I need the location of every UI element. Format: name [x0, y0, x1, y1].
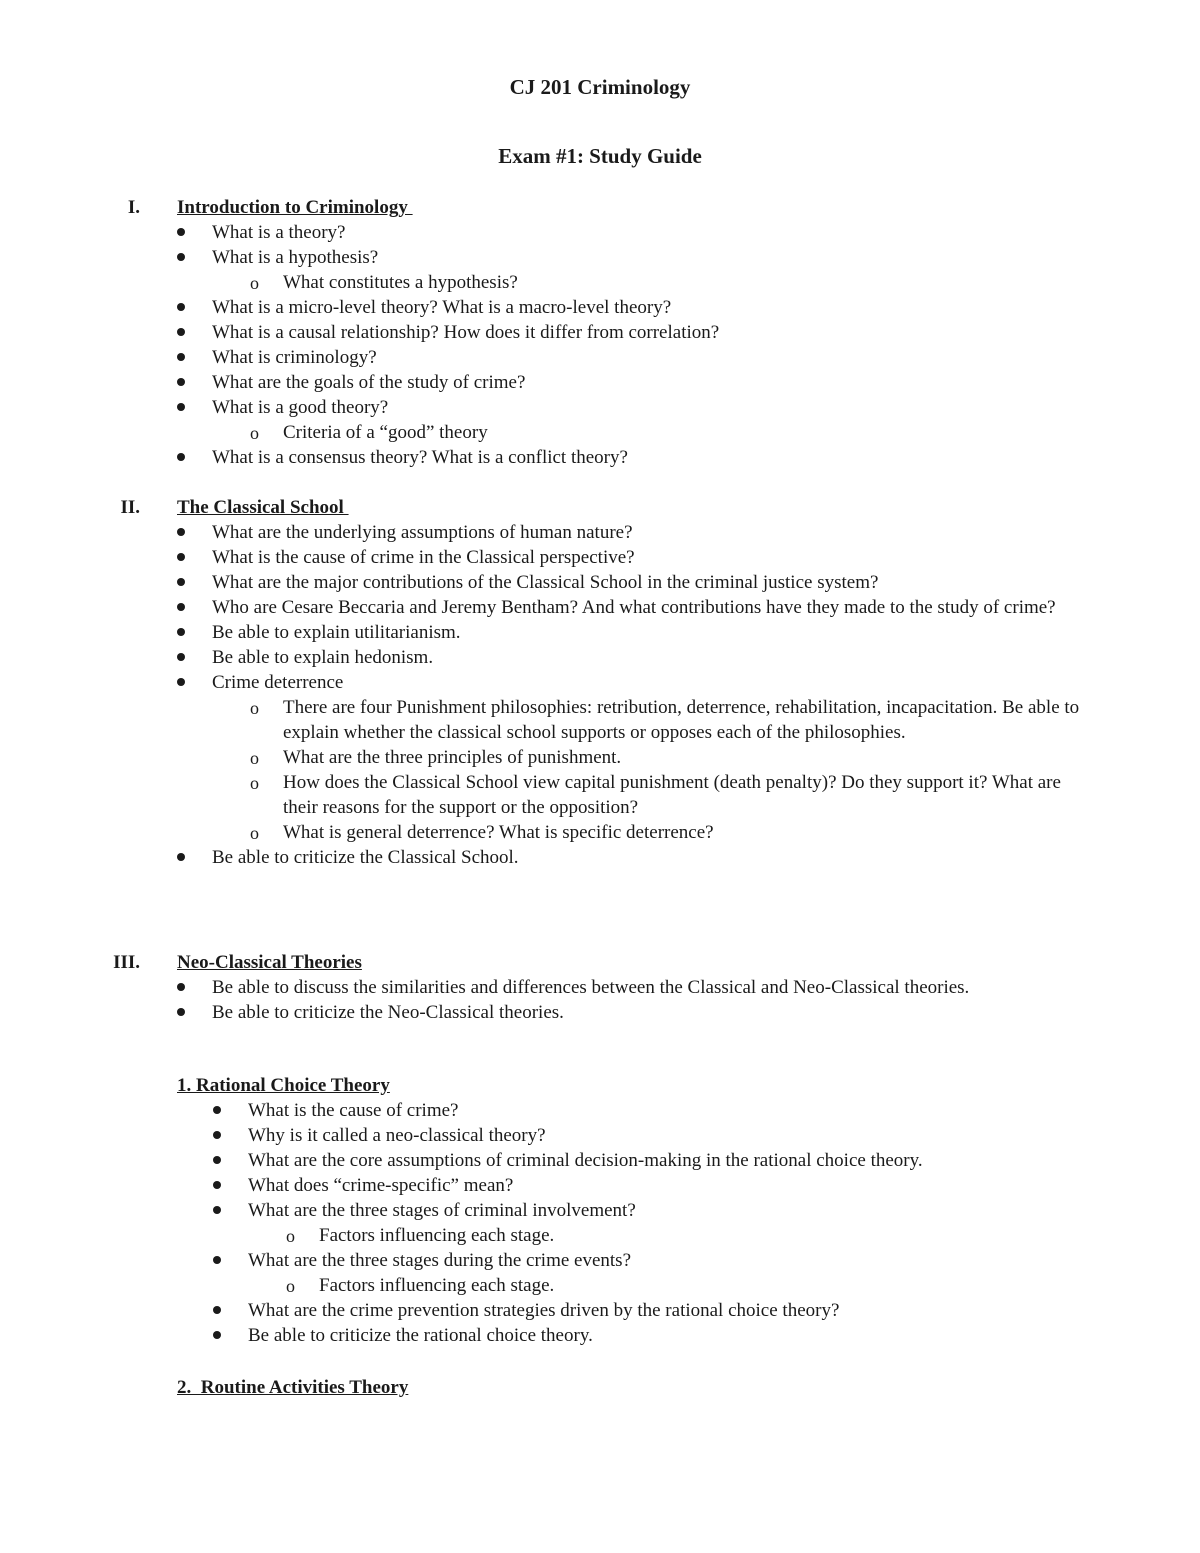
section-numeral: I. [127, 197, 140, 218]
sub-bullet-icon: o [250, 773, 259, 793]
bullet-icon [177, 853, 185, 861]
bullet-icon [177, 303, 185, 311]
list-item [0, 245, 1200, 270]
section-numeral: II. [120, 497, 140, 518]
section-heading: 2. Routine Activities Theory [177, 1377, 409, 1398]
list-item-text: What is a hypothesis? [212, 247, 379, 268]
sub-list-item [0, 770, 1200, 820]
bullet-icon [177, 403, 185, 411]
document-subtitle: Exam #1: Study Guide [498, 144, 702, 168]
list-item [0, 975, 1200, 1000]
sub-list-item-text: What constitutes a hypothesis? [283, 272, 518, 293]
list-item-text: Be able to criticize the Classical School. [212, 847, 519, 868]
sub-list-item-text: Factors influencing each stage. [319, 1225, 555, 1246]
list-item-text: Be able to criticize the rational choice theory. [248, 1325, 593, 1346]
list-item [0, 445, 1200, 470]
sub-list-item-text: What is general deterrence? What is specific deterrence? [283, 822, 714, 843]
sub-list-item-text: Criteria of a “good” theory [283, 422, 488, 443]
list-item-text: What is a consensus theory? What is a conflict theory? [212, 447, 628, 468]
bullet-list [0, 520, 1200, 870]
sub-list-item [0, 820, 1200, 845]
bullet-list [0, 1098, 1200, 1348]
list-item [0, 545, 1200, 570]
bullet-icon [177, 578, 185, 586]
sub-list-item [0, 420, 1200, 445]
section-heading: The Classical School [177, 497, 349, 518]
list-item-text: What is a causal relationship? How does it differ from correlation? [212, 322, 720, 343]
section-heading: Neo-Classical Theories [177, 952, 362, 973]
list-item-text: Why is it called a neo-classical theory? [248, 1125, 546, 1146]
list-item-text: What is a theory? [212, 222, 346, 243]
bullet-icon [213, 1181, 221, 1189]
bullet-icon [213, 1331, 221, 1339]
sub-list-item [0, 745, 1200, 770]
bullet-icon [177, 328, 185, 336]
list-item [0, 1000, 1200, 1025]
sub-list-item-text: There are four Punishment philosophies: retribution, deterrence, rehabilitation, incapacitation. Be able to explain whether the classical school supports or opposes each of the philosophies. [283, 697, 1080, 743]
list-item-text: What are the underlying assumptions of human nature? [212, 522, 633, 543]
list-item [0, 1098, 1200, 1123]
list-item-text: What are the three stages of criminal involvement? [248, 1200, 636, 1221]
list-item [0, 520, 1200, 545]
bullet-icon [177, 553, 185, 561]
list-item [0, 845, 1200, 870]
list-item [0, 220, 1200, 245]
bullet-icon [213, 1131, 221, 1139]
list-item [0, 395, 1200, 420]
bullet-icon [213, 1306, 221, 1314]
sub-bullet-icon: o [250, 273, 259, 293]
section-heading: 1. Rational Choice Theory [177, 1075, 390, 1096]
sub-list-item [0, 1223, 1200, 1248]
bullet-icon [177, 378, 185, 386]
sub-bullet-icon: o [250, 823, 259, 843]
list-item [0, 620, 1200, 645]
list-item [0, 1173, 1200, 1198]
bullet-icon [177, 528, 185, 536]
bullet-icon [177, 1008, 185, 1016]
list-item [0, 1148, 1200, 1173]
bullet-list [0, 220, 1200, 470]
list-item-text: Who are Cesare Beccaria and Jeremy Bentham? And what contributions have they made to the study of crime? [212, 597, 1056, 618]
list-item [0, 1198, 1200, 1223]
list-item [0, 570, 1200, 595]
list-item [0, 1323, 1200, 1348]
list-item-text: What are the crime prevention strategies driven by the rational choice theory? [248, 1300, 840, 1321]
sub-bullet-icon: o [250, 748, 259, 768]
bullet-icon [177, 653, 185, 661]
list-item-text: Crime deterrence [212, 672, 344, 693]
bullet-icon [213, 1206, 221, 1214]
sub-list-item-text: Factors influencing each stage. [319, 1275, 555, 1296]
bullet-list [0, 975, 1200, 1025]
list-item-text: What are the three stages during the crime events? [248, 1250, 631, 1271]
list-item-text: What are the major contributions of the Classical School in the criminal justice system? [212, 572, 879, 593]
list-item-text: What is the cause of crime in the Classical perspective? [212, 547, 635, 568]
bullet-icon [213, 1106, 221, 1114]
bullet-icon [213, 1256, 221, 1264]
list-item [0, 295, 1200, 320]
sub-bullet-icon: o [250, 423, 259, 443]
bullet-icon [177, 253, 185, 261]
list-item [0, 645, 1200, 670]
list-item-text: What is criminology? [212, 347, 377, 368]
list-item [0, 345, 1200, 370]
section-heading: Introduction to Criminology [177, 197, 413, 218]
list-item [0, 320, 1200, 345]
list-item-text: Be able to explain hedonism. [212, 647, 434, 668]
sub-list-item [0, 695, 1200, 745]
bullet-icon [177, 453, 185, 461]
list-item-text: What does “crime-specific” mean? [248, 1175, 514, 1196]
list-item [0, 1248, 1200, 1273]
document-title: CJ 201 Criminology [509, 75, 691, 99]
list-item-text: What is a good theory? [212, 397, 389, 418]
bullet-icon [177, 678, 185, 686]
section-numeral: III. [113, 952, 140, 973]
list-item-text: Be able to criticize the Neo-Classical theories. [212, 1002, 564, 1023]
sub-bullet-icon: o [286, 1276, 295, 1296]
list-item [0, 1123, 1200, 1148]
sub-bullet-icon: o [286, 1226, 295, 1246]
sub-list-item-text: How does the Classical School view capital punishment (death penalty)? Do they support it? What are their reasons for the support or the opposition? [283, 772, 1061, 818]
bullet-icon [177, 228, 185, 236]
sub-list-item [0, 270, 1200, 295]
list-item-text: What are the goals of the study of crime? [212, 372, 526, 393]
list-item-text: What is the cause of crime? [248, 1100, 459, 1121]
list-item-text: Be able to discuss the similarities and differences between the Classical and Neo-Classical theories. [212, 977, 970, 998]
bullet-icon [177, 353, 185, 361]
list-item [0, 370, 1200, 395]
sub-list-item [0, 1273, 1200, 1298]
list-item [0, 595, 1200, 620]
list-item-text: What are the core assumptions of criminal decision-making in the rational choice theory. [248, 1150, 923, 1171]
bullet-icon [177, 603, 185, 611]
bullet-icon [213, 1156, 221, 1164]
list-item [0, 1298, 1200, 1323]
bullet-icon [177, 983, 185, 991]
list-item-text: Be able to explain utilitarianism. [212, 622, 461, 643]
sub-list-item-text: What are the three principles of punishment. [283, 747, 622, 768]
list-item-text: What is a micro-level theory? What is a macro-level theory? [212, 297, 672, 318]
bullet-icon [177, 628, 185, 636]
list-item [0, 670, 1200, 695]
sub-bullet-icon: o [250, 698, 259, 718]
